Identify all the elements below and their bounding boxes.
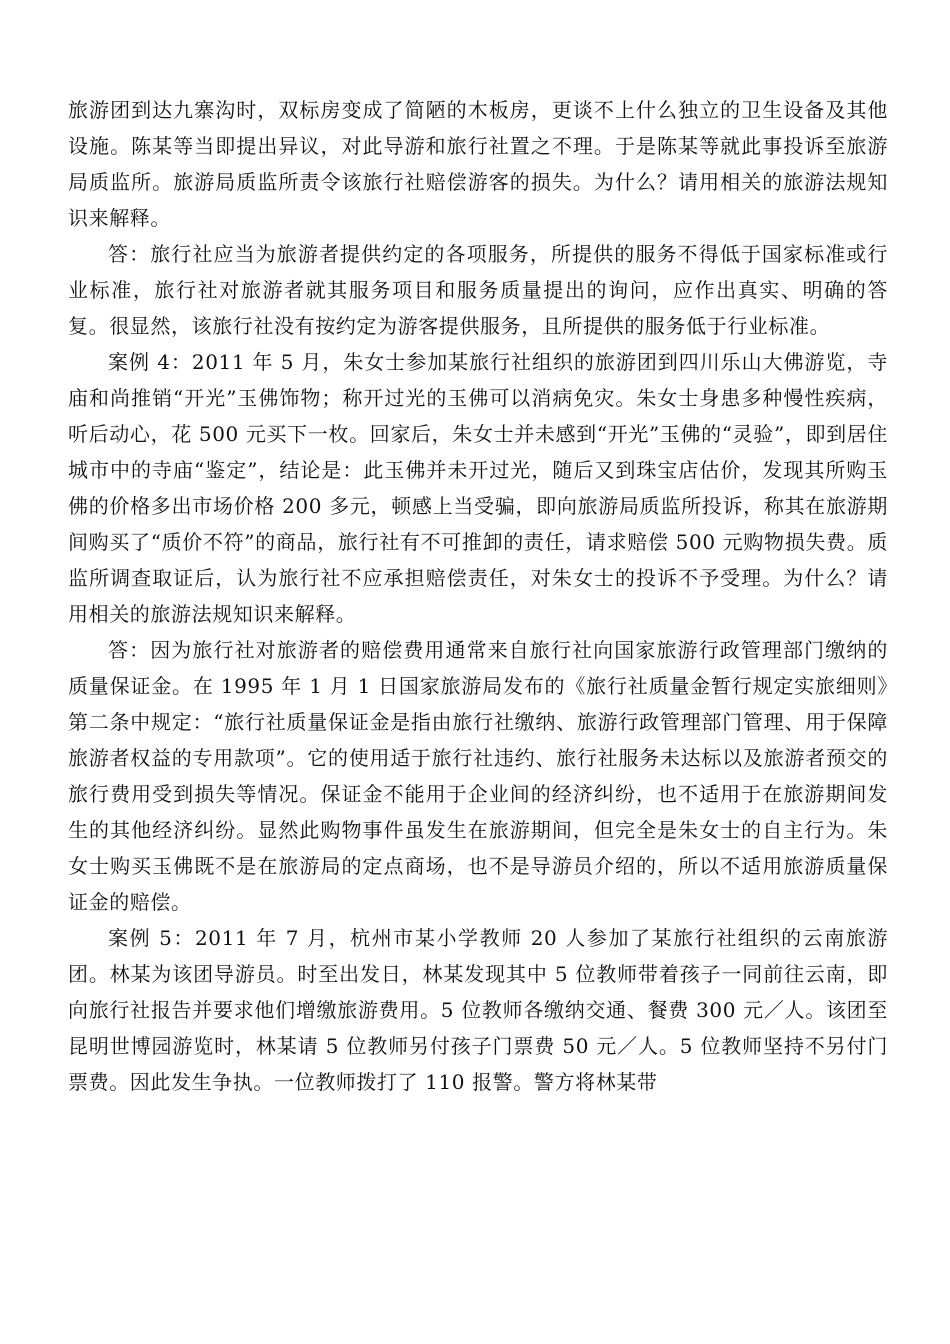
document-page bbox=[68, 92, 888, 1100]
paragraph-answer4: 答：因为旅行社对旅游者的赔偿费用通常来自旅行社向国家旅游行政管理部门缴纳的质量保证金。在 1995 年 1 月 1 日国家旅游局发布的《旅行社质量金暂行规定实旅细则》第二条中规定：“旅行社质量保证金是指由旅行社缴纳、旅游行政管理部门管理、用于保障旅游者权益的专用款项”。它的使用适于旅行社违约、旅行社服务未达标以及旅游者预交的旅行费用受到损失等情况。保证金不能用于企业间的经济纠纷，也不适用于在旅游期间发生的其他经济纠纷。显然此购物事件虽发生在旅游期间，但完全是朱女士的自主行为。朱女士购买玉佛既不是在旅游局的定点商场，也不是导游员介绍的，所以不适用旅游质量保证金的赔偿。 bbox=[68, 638, 888, 914]
paragraph-case3-continued: 旅游团到达九寨沟时，双标房变成了简陋的木板房，更谈不上什么独立的卫生设备及其他设施。陈某等当即提出异议，对此导游和旅行社置之不理。于是陈某等就此事投诉至旅游局质监所。旅游局质监所责令该旅行社赔偿游客的损失。为什么？请用相关的旅游法规知识来解释。 bbox=[68, 98, 888, 230]
paragraph-case5: 案例 5：2011 年 7 月，杭州市某小学教师 20 人参加了某旅行社组织的云南旅游团。林某为该团导游员。时至出发日，林某发现其中 5 位教师带着孩子一同前往云南，即向旅行社报告并要求他们增缴旅游费用。5 位教师各缴纳交通、餐费 300 元／人。该团至昆明世博园游览时，林某请 5 位教师另付孩子门票费 50 元／人。5 位教师坚持不另付门票费。因此发生争执。一位教师拨打了 110 报警。警方将林某带 bbox=[68, 926, 888, 1094]
paragraph-answer3: 答：旅行社应当为旅游者提供约定的各项服务，所提供的服务不得低于国家标准或行业标准，旅行社对旅游者就其服务项目和服务质量提出的询问，应作出真实、明确的答复。很显然，该旅行社没有按约定为游客提供服务，且所提供的服务低于行业标准。 bbox=[68, 242, 888, 338]
paragraph-case4: 案例 4：2011 年 5 月，朱女士参加某旅行社组织的旅游团到四川乐山大佛游览，寺庙和尚推销“开光”玉佛饰物；称开过光的玉佛可以消病免灾。朱女士身患多种慢性疾病，听后动心，花 500 元买下一枚。回家后，朱女士并未感到“开光”玉佛的“灵验”，即到居住城市中的寺庙“鉴定”，结论是：此玉佛并未开过光，随后又到珠宝店估价，发现其所购玉佛的价格多出市场价格 200 多元，顿感上当受骗，即向旅游局质监所投诉，称其在旅游期间购买了“质价不符”的商品，旅行社有不可推卸的责任，请求赔偿 500 元购物损失费。质监所调查取证后，认为旅行社不应承担赔偿责任，对朱女士的投诉不予受理。为什么？请用相关的旅游法规知识来解释。 bbox=[68, 350, 888, 626]
